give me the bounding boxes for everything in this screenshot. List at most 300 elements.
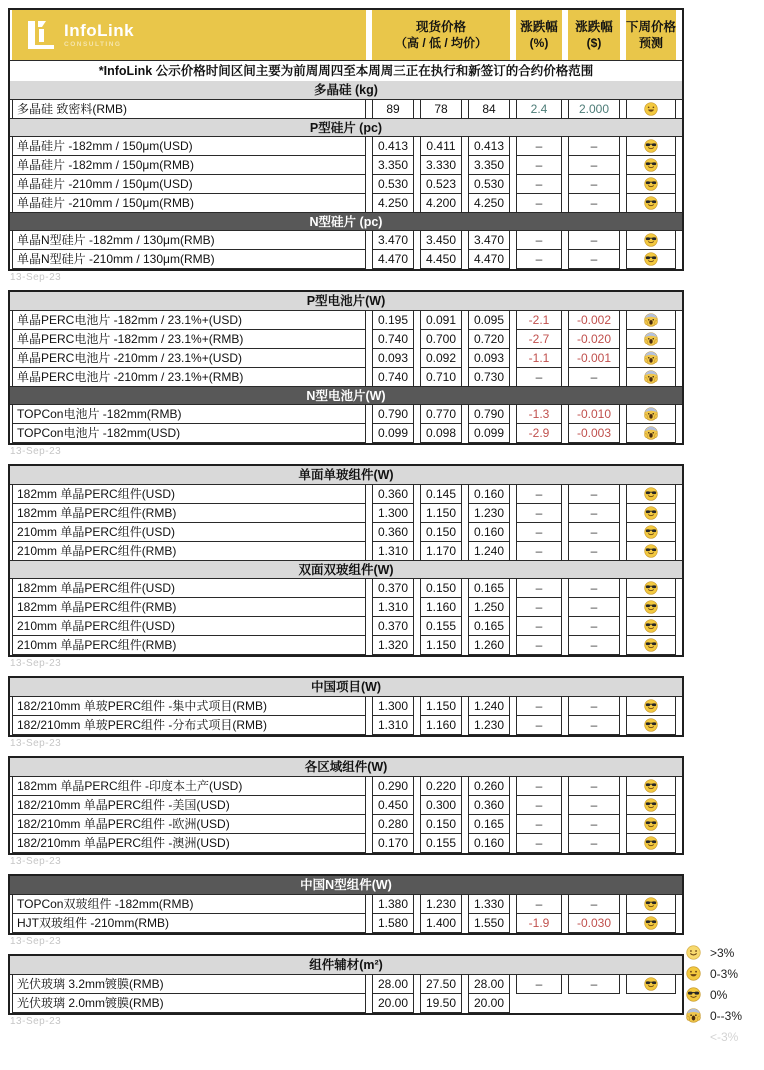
price-avg-cell: 0.160 [468,484,510,504]
change-usd-cell: -0.010 [568,404,620,424]
change-usd-cell: -0.002 [568,310,620,330]
table-row [10,329,682,349]
change-usd-cell: – [568,136,620,156]
date-watermark: 13-Sep-23 [10,272,62,283]
forecast-cell [626,310,676,330]
price-avg-cell: 28.00 [468,974,510,994]
price-avg-cell: 20.00 [468,993,510,1013]
change-pct-cell: – [516,776,562,796]
price-low-cell: 0.411 [420,136,462,156]
infolink-logo-icon [26,19,56,51]
table-row [10,310,682,330]
change-pct-cell: – [516,541,562,561]
change-usd-cell: – [568,814,620,834]
forecast-cell [626,155,676,175]
scream-emoji-icon [644,313,658,327]
price-high-cell: 1.300 [372,696,414,716]
product-name-cell: 单晶PERC电池片 -210mm / 23.1%+(USD) [12,348,366,368]
scream-emoji-icon [644,332,658,346]
sunglasses-emoji-icon [644,916,658,930]
change-usd-cell: – [568,597,620,617]
legend-item [686,963,762,984]
table-row [10,136,682,156]
price-low-cell: 0.098 [420,423,462,443]
price-avg-cell: 0.095 [468,310,510,330]
price-low-cell: 0.150 [420,522,462,542]
price-high-cell: 0.790 [372,404,414,424]
table-row [10,776,682,796]
price-avg-cell: 0.160 [468,833,510,853]
price-avg-cell: 0.099 [468,423,510,443]
product-name-cell: 单晶硅片 -210mm / 150μm(USD) [12,174,366,194]
price-low-cell: 3.330 [420,155,462,175]
sections [10,466,682,655]
price-low-cell: 1.150 [420,635,462,655]
grin-emoji-icon [686,966,701,981]
product-name-cell: 182mm 单晶PERC组件 -印度本土产(USD) [12,776,366,796]
price-avg-cell: 0.720 [468,329,510,349]
price-high-cell: 0.360 [372,522,414,542]
price-table-block [8,676,684,737]
sunglasses-emoji-icon [644,177,658,191]
price-high-cell: 3.350 [372,155,414,175]
product-name-cell: 单晶N型硅片 -182mm / 130μm(RMB) [12,230,366,250]
table-row [10,597,682,617]
price-low-cell: 0.145 [420,484,462,504]
product-name-cell: 182mm 单晶PERC组件(USD) [12,484,366,504]
price-table-block [8,756,684,855]
change-pct-cell: – [516,578,562,598]
forecast-cell [626,635,676,655]
forecast-cell [626,193,676,213]
legend-label: >3% [710,945,735,960]
price-avg-cell: 0.730 [468,367,510,387]
legend-item [686,942,762,963]
product-name-cell: 182mm 单晶PERC组件(USD) [12,578,366,598]
sunglasses-emoji-icon [644,581,658,595]
change-pct-cell: -1.9 [516,913,562,933]
forecast-cell [626,329,676,349]
product-name-cell: 210mm 单晶PERC组件(RMB) [12,541,366,561]
sunglasses-emoji-icon [644,836,658,850]
sunglasses-emoji-icon [644,158,658,172]
product-name-cell: TOPCon双玻组件 -182mm(RMB) [12,894,366,914]
price-table-block [8,874,684,935]
price-high-cell: 1.300 [372,503,414,523]
price-low-cell: 0.092 [420,348,462,368]
change-usd-cell: – [568,715,620,735]
legend-item [686,1005,762,1026]
sunglasses-emoji-icon [644,487,658,501]
product-name-cell: 光伏玻璃 2.0mm镀膜(RMB) [12,993,366,1013]
table-row [10,404,682,424]
price-low-cell: 0.300 [420,795,462,815]
price-avg-cell: 0.165 [468,814,510,834]
table-row [10,616,682,636]
forecast-cell [626,795,676,815]
change-pct-cell: – [516,833,562,853]
table-row [10,99,682,119]
change-pct-cell: -2.7 [516,329,562,349]
price-avg-cell: 1.240 [468,541,510,561]
column-header-forecast: 下周价格 预测 [626,10,676,60]
table-row [10,993,682,1013]
column-header-change-usd: 涨跌幅 ($) [568,10,620,60]
product-name-cell: 光伏玻璃 3.2mm镀膜(RMB) [12,974,366,994]
price-low-cell: 0.523 [420,174,462,194]
table-row [10,814,682,834]
table-row [10,193,682,213]
change-pct-cell: 2.4 [516,99,562,119]
change-pct-cell: – [516,696,562,716]
product-name-cell: 单晶硅片 -210mm / 150μm(RMB) [12,193,366,213]
price-high-cell: 1.310 [372,541,414,561]
date-watermark: 13-Sep-23 [10,936,62,947]
price-low-cell: 1.170 [420,541,462,561]
price-avg-cell: 0.165 [468,616,510,636]
sunglasses-emoji-icon [644,252,658,266]
change-usd-cell: -0.003 [568,423,620,443]
scream-emoji-icon [644,370,658,384]
table-row [10,230,682,250]
table-row [10,833,682,853]
price-high-cell: 0.370 [372,578,414,598]
forecast-cell [626,696,676,716]
sunglasses-emoji-icon [644,699,658,713]
change-pct-cell: – [516,249,562,269]
table-row [10,795,682,815]
product-name-cell: 单晶PERC电池片 -210mm / 23.1%+(RMB) [12,367,366,387]
change-usd-cell: – [568,795,620,815]
change-pct-cell: – [516,503,562,523]
price-avg-cell: 1.330 [468,894,510,914]
sunglasses-emoji-icon [644,817,658,831]
table-row [10,348,682,368]
change-usd-cell: – [568,635,620,655]
change-pct-cell: – [516,484,562,504]
change-usd-cell: – [568,249,620,269]
infolink-logo [12,10,366,60]
table-row [10,503,682,523]
change-usd-cell: – [568,522,620,542]
price-avg-cell: 1.260 [468,635,510,655]
price-high-cell: 0.280 [372,814,414,834]
change-usd-cell: – [568,193,620,213]
table-row [10,578,682,598]
sunglasses-emoji-icon [644,233,658,247]
product-name-cell: 210mm 单晶PERC组件(USD) [12,522,366,542]
price-low-cell: 19.50 [420,993,462,1013]
change-pct-cell: – [516,367,562,387]
price-high-cell: 0.530 [372,174,414,194]
sunglasses-emoji-icon [644,544,658,558]
price-high-cell: 1.310 [372,597,414,617]
change-pct-cell: – [516,635,562,655]
product-name-cell: 182/210mm 单晶PERC组件 -澳洲(USD) [12,833,366,853]
table-header [10,10,682,60]
change-usd-cell: – [568,230,620,250]
table-row [10,174,682,194]
forecast-cell [626,578,676,598]
product-name-cell: 182/210mm 单晶PERC组件 -欧洲(USD) [12,814,366,834]
price-low-cell: 0.150 [420,814,462,834]
sunglasses-emoji-icon [644,779,658,793]
date-watermark: 13-Sep-23 [10,1016,62,1027]
sunglasses-emoji-icon [644,525,658,539]
change-usd-cell: – [568,174,620,194]
table-row [10,367,682,387]
sections [10,876,682,933]
change-usd-cell: – [568,696,620,716]
price-low-cell: 78 [420,99,462,119]
change-pct-cell: – [516,230,562,250]
price-table-block [8,464,684,657]
sections [10,678,682,735]
price-low-cell: 0.150 [420,578,462,598]
product-name-cell: HJT双玻组件 -210mm(RMB) [12,913,366,933]
table-row [10,894,682,914]
price-low-cell: 4.450 [420,249,462,269]
product-name-cell: 单晶PERC电池片 -182mm / 23.1%+(RMB) [12,329,366,349]
sunglasses-emoji-icon [644,600,658,614]
change-pct-cell: – [516,136,562,156]
table-row [10,635,682,655]
price-avg-cell: 1.230 [468,715,510,735]
price-high-cell: 0.450 [372,795,414,815]
change-pct-cell: – [516,814,562,834]
change-usd-cell: – [568,776,620,796]
change-pct-cell: -1.3 [516,404,562,424]
price-avg-cell: 0.093 [468,348,510,368]
product-name-cell: 单晶PERC电池片 -182mm / 23.1%+(USD) [12,310,366,330]
price-high-cell: 0.360 [372,484,414,504]
price-low-cell: 0.091 [420,310,462,330]
change-pct-cell: -1.1 [516,348,562,368]
price-high-cell: 0.740 [372,329,414,349]
change-pct-cell: – [516,974,562,994]
price-low-cell: 27.50 [420,974,462,994]
price-low-cell: 3.450 [420,230,462,250]
price-avg-cell: 84 [468,99,510,119]
price-low-cell: 0.155 [420,616,462,636]
sunglasses-emoji-icon [644,977,658,991]
price-avg-cell: 1.250 [468,597,510,617]
price-table-block [8,8,684,271]
price-avg-cell: 1.550 [468,913,510,933]
change-usd-cell: – [568,833,620,853]
sections [10,292,682,443]
forecast-cell [626,776,676,796]
forecast-cell [626,913,676,933]
sections [10,758,682,853]
product-name-cell: 单晶硅片 -182mm / 150μm(RMB) [12,155,366,175]
scream-emoji-icon [644,426,658,440]
price-low-cell: 1.230 [420,894,462,914]
section-header: N型硅片 (pc) [10,212,682,231]
sunglasses-emoji-icon [644,139,658,153]
price-low-cell: 1.150 [420,696,462,716]
forecast-cell [626,541,676,561]
forecast-cell [626,174,676,194]
product-name-cell: 182/210mm 单玻PERC组件 -集中式项目(RMB) [12,696,366,716]
price-avg-cell: 0.260 [468,776,510,796]
price-high-cell: 0.290 [372,776,414,796]
brand-name: InfoLink [64,20,135,40]
legend-item [686,984,762,1005]
forecast-cell [626,894,676,914]
product-name-cell: 单晶N型硅片 -210mm / 130μm(RMB) [12,249,366,269]
forecast-cell [626,715,676,735]
price-avg-cell: 0.530 [468,174,510,194]
date-watermark: 13-Sep-23 [10,738,62,749]
forecast-cell [626,522,676,542]
price-high-cell: 0.093 [372,348,414,368]
price-high-cell: 0.370 [372,616,414,636]
price-avg-cell: 3.350 [468,155,510,175]
price-low-cell: 1.160 [420,597,462,617]
change-pct-cell: – [516,193,562,213]
price-high-cell: 1.310 [372,715,414,735]
forecast-cell [626,249,676,269]
price-high-cell: 0.099 [372,423,414,443]
change-pct-cell: -2.1 [516,310,562,330]
section-header: 各区域组件(W) [10,758,682,777]
sunglasses-emoji-icon [644,798,658,812]
price-low-cell: 4.200 [420,193,462,213]
smile-emoji-icon [686,945,701,960]
sunglasses-emoji-icon [644,897,658,911]
price-table-block [8,954,684,1015]
product-name-cell: 210mm 单晶PERC组件(USD) [12,616,366,636]
column-header-spot-price: 现货价格 （高 / 低 / 均价） [372,10,510,60]
price-avg-cell: 0.413 [468,136,510,156]
scream-emoji-icon [644,351,658,365]
change-usd-cell: -0.030 [568,913,620,933]
table-row [10,522,682,542]
grin-emoji-icon [644,102,658,116]
table-row [10,696,682,716]
legend-label: 0--3% [710,1008,743,1023]
price-low-cell: 0.700 [420,329,462,349]
sunglasses-emoji-icon [686,987,701,1002]
section-header: 单面单玻组件(W) [10,466,682,485]
legend-item [686,1026,762,1047]
change-usd-cell: -0.020 [568,329,620,349]
forecast-cell [626,367,676,387]
emoji-legend [686,942,762,1047]
sunglasses-emoji-icon [644,718,658,732]
column-header-change-pct: 涨跌幅 (%) [516,10,562,60]
price-high-cell: 1.580 [372,913,414,933]
change-usd-cell: – [568,367,620,387]
product-name-cell: 210mm 单晶PERC组件(RMB) [12,635,366,655]
price-high-cell: 0.413 [372,136,414,156]
sunglasses-emoji-icon [644,619,658,633]
change-pct-cell: – [516,795,562,815]
scream-emoji-icon [644,407,658,421]
product-name-cell: 182mm 单晶PERC组件(RMB) [12,503,366,523]
price-avg-cell: 3.470 [468,230,510,250]
change-pct-cell: – [516,597,562,617]
price-high-cell: 4.250 [372,193,414,213]
change-pct-cell: – [516,616,562,636]
brand-subtitle: CONSULTING [64,40,122,48]
product-name-cell: 182/210mm 单玻PERC组件 -分布式项目(RMB) [12,715,366,735]
price-high-cell: 0.740 [372,367,414,387]
section-header: 中国项目(W) [10,678,682,697]
change-pct-cell: -2.9 [516,423,562,443]
sunglasses-emoji-icon [644,196,658,210]
change-usd-cell: – [568,616,620,636]
date-watermark: 13-Sep-23 [10,446,62,457]
forecast-cell [626,136,676,156]
forecast-cell [626,616,676,636]
product-name-cell: 182mm 单晶PERC组件(RMB) [12,597,366,617]
change-usd-cell: – [568,541,620,561]
price-high-cell: 89 [372,99,414,119]
legend-label: <-3% [710,1029,739,1044]
change-usd-cell: – [568,578,620,598]
product-name-cell: TOPCon电池片 -182mm(USD) [12,423,366,443]
price-high-cell: 0.170 [372,833,414,853]
legend-label: 0% [710,987,728,1002]
price-avg-cell: 0.360 [468,795,510,815]
section-header: 中国N型组件(W) [10,876,682,895]
sections [10,956,682,1013]
sunglasses-emoji-icon [644,638,658,652]
change-usd-cell: – [568,503,620,523]
sunglasses-emoji-icon [644,506,658,520]
forecast-cell [626,974,676,994]
change-usd-cell: – [568,155,620,175]
price-report [8,8,684,1034]
price-high-cell: 0.195 [372,310,414,330]
table-row [10,715,682,735]
scream-emoji-icon [686,1008,701,1023]
forecast-cell [626,230,676,250]
date-watermark: 13-Sep-23 [10,856,62,867]
price-low-cell: 1.160 [420,715,462,735]
price-table-block [8,290,684,445]
price-low-cell: 1.150 [420,503,462,523]
price-high-cell: 1.380 [372,894,414,914]
none-emoji-icon [686,1029,701,1044]
section-header: 多晶硅 (kg) [10,81,682,100]
date-watermark: 13-Sep-23 [10,658,62,669]
product-name-cell: 多晶硅 致密料(RMB) [12,99,366,119]
forecast-cell [626,404,676,424]
change-pct-cell: – [516,894,562,914]
price-avg-cell: 4.250 [468,193,510,213]
table-row [10,541,682,561]
price-avg-cell: 4.470 [468,249,510,269]
product-name-cell: 182/210mm 单晶PERC组件 -美国(USD) [12,795,366,815]
section-header: P型硅片 (pc) [10,118,682,137]
price-high-cell: 4.470 [372,249,414,269]
change-pct-cell: – [516,522,562,542]
section-header: 组件辅材(m²) [10,956,682,975]
section-header: P型电池片(W) [10,292,682,311]
table-row [10,484,682,504]
table-row [10,155,682,175]
product-name-cell: TOPCon电池片 -182mm(RMB) [12,404,366,424]
change-usd-cell: – [568,894,620,914]
table-row [10,974,682,994]
price-period-note: *InfoLink 公示价格时间区间主要为前周周四至本周周三正在执行和新签订的合约价格范围 [10,60,682,81]
change-pct-cell: – [516,155,562,175]
change-pct-cell: – [516,715,562,735]
price-high-cell: 20.00 [372,993,414,1013]
